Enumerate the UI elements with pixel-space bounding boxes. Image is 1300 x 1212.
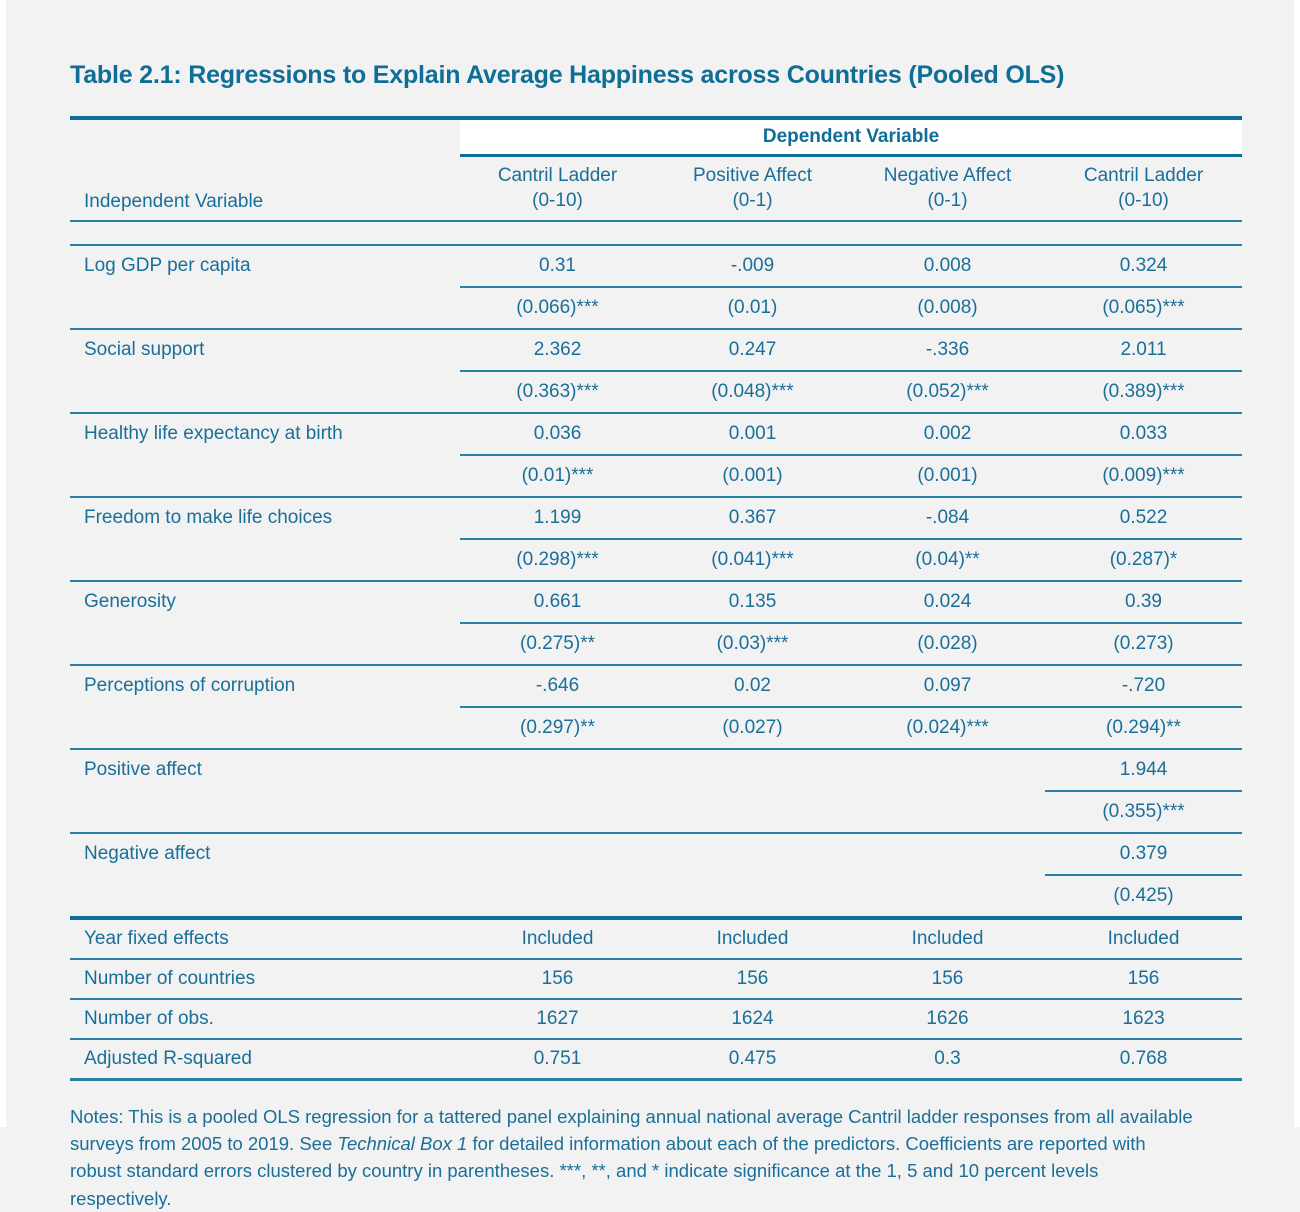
stderr-cell: (0.028) xyxy=(850,623,1045,665)
coefficient-rows-section xyxy=(70,245,1242,918)
summary-cell: Included xyxy=(1045,918,1242,959)
stderr-cell: (0.363)*** xyxy=(460,371,655,413)
row-blank-label xyxy=(70,623,460,665)
row-variable-label: Social support xyxy=(70,329,460,371)
summary-cell: 1627 xyxy=(460,999,655,1039)
column-header-row xyxy=(70,155,1242,221)
summary-cell: 1623 xyxy=(1045,999,1242,1039)
column-header-cantril-ladder-2 xyxy=(1045,155,1242,221)
column-header-cantril-ladder-1 xyxy=(460,155,655,221)
column-header-range: (0-1) xyxy=(732,189,773,211)
table-header-section xyxy=(70,118,1242,245)
row-blank-label xyxy=(70,287,460,329)
page-title: Table 2.1: Regressions to Explain Average Happiness across Countries (Pooled OLS) xyxy=(70,61,1065,89)
table-row-summary-number-of-countries xyxy=(70,959,1242,999)
coefficient-cell: 0.39 xyxy=(1045,581,1242,623)
stderr-cell-empty xyxy=(850,791,1045,833)
table-row-stderr xyxy=(70,791,1242,833)
summary-row-label: Number of obs. xyxy=(70,999,460,1039)
summary-row-label: Number of countries xyxy=(70,959,460,999)
table-row xyxy=(70,833,1242,875)
row-blank-label xyxy=(70,791,460,833)
stderr-cell: (0.065)*** xyxy=(1045,287,1242,329)
summary-cell: Included xyxy=(850,918,1045,959)
summary-cell: 0.751 xyxy=(460,1039,655,1080)
stderr-cell: (0.04)** xyxy=(850,539,1045,581)
column-header-name: Cantril Ladder xyxy=(1083,164,1204,186)
table-row xyxy=(70,581,1242,623)
coefficient-cell-empty xyxy=(460,749,655,791)
coefficient-cell: 1.199 xyxy=(460,497,655,539)
table-row xyxy=(70,665,1242,707)
stderr-cell: (0.001) xyxy=(850,455,1045,497)
summary-cell: 0.3 xyxy=(850,1039,1045,1080)
table-row xyxy=(70,413,1242,455)
coefficient-cell: 0.661 xyxy=(460,581,655,623)
stderr-cell-empty xyxy=(460,791,655,833)
coefficient-cell: 1.944 xyxy=(1045,749,1242,791)
table-row-stderr xyxy=(70,707,1242,749)
summary-cell: 156 xyxy=(655,959,850,999)
stderr-cell: (0.01)*** xyxy=(460,455,655,497)
dependent-variable-header-row xyxy=(70,118,1242,156)
coefficient-cell: -.009 xyxy=(655,245,850,287)
coefficient-cell-empty xyxy=(655,749,850,791)
row-blank-label xyxy=(70,455,460,497)
table-row-stderr xyxy=(70,875,1242,918)
table-row xyxy=(70,497,1242,539)
coefficient-cell: 0.02 xyxy=(655,665,850,707)
row-blank-label xyxy=(70,371,460,413)
coefficient-cell: 0.008 xyxy=(850,245,1045,287)
row-blank-label xyxy=(70,875,460,918)
table-row-summary-year-fixed-effects xyxy=(70,918,1242,959)
stderr-cell: (0.389)*** xyxy=(1045,371,1242,413)
coefficient-cell: 0.097 xyxy=(850,665,1045,707)
coefficient-cell: 0.379 xyxy=(1045,833,1242,875)
column-header-name: Positive Affect xyxy=(693,164,812,186)
coefficient-cell: 2.011 xyxy=(1045,329,1242,371)
coefficient-cell: 0.036 xyxy=(460,413,655,455)
coefficient-cell: 0.247 xyxy=(655,329,850,371)
coefficient-cell-empty xyxy=(850,833,1045,875)
summary-cell: 156 xyxy=(850,959,1045,999)
coefficient-cell: -.336 xyxy=(850,329,1045,371)
independent-variable-header: Independent Variable xyxy=(70,155,460,221)
stderr-cell: (0.275)** xyxy=(460,623,655,665)
row-blank-label xyxy=(70,707,460,749)
coefficient-cell-empty xyxy=(850,749,1045,791)
summary-cell: 0.475 xyxy=(655,1039,850,1080)
stderr-cell: (0.01) xyxy=(655,287,850,329)
gap-cell xyxy=(460,221,655,245)
notes-part1: Notes: This is a pooled OLS regression for a tattered panel explaining annual national average Cantril ladder responses from all available surveys from 2005 to 2019. See xyxy=(70,1105,1193,1155)
stderr-cell: (0.066)*** xyxy=(460,287,655,329)
column-header-range: (0-10) xyxy=(532,189,583,211)
stderr-cell: (0.298)*** xyxy=(460,539,655,581)
table-row xyxy=(70,329,1242,371)
summary-cell: 156 xyxy=(1045,959,1242,999)
header-empty-cell xyxy=(70,118,460,156)
table-row-summary-adjusted-r-squared xyxy=(70,1039,1242,1080)
column-header-name: Negative Affect xyxy=(883,164,1012,186)
column-header-positive-affect xyxy=(655,155,850,221)
table-row-stderr xyxy=(70,371,1242,413)
column-header-negative-affect xyxy=(850,155,1045,221)
summary-cell: 156 xyxy=(460,959,655,999)
row-variable-label: Freedom to make life choices xyxy=(70,497,460,539)
coefficient-cell: 0.024 xyxy=(850,581,1045,623)
stderr-cell: (0.273) xyxy=(1045,623,1242,665)
column-header-range: (0-10) xyxy=(1118,189,1169,211)
row-variable-label: Log GDP per capita xyxy=(70,245,460,287)
table-container xyxy=(70,0,1242,1212)
regression-table xyxy=(70,116,1242,1081)
table-row xyxy=(70,749,1242,791)
table-row-stderr xyxy=(70,287,1242,329)
gap-cell xyxy=(850,221,1045,245)
summary-cell: 1624 xyxy=(655,999,850,1039)
coefficient-cell: 0.033 xyxy=(1045,413,1242,455)
stderr-cell: (0.03)*** xyxy=(655,623,850,665)
gap-cell xyxy=(1045,221,1242,245)
row-variable-label: Perceptions of corruption xyxy=(70,665,460,707)
row-variable-label: Positive affect xyxy=(70,749,460,791)
row-blank-label xyxy=(70,539,460,581)
gap-cell xyxy=(70,221,460,245)
stderr-cell: (0.009)*** xyxy=(1045,455,1242,497)
stderr-cell: (0.052)*** xyxy=(850,371,1045,413)
table-row xyxy=(70,245,1242,287)
stderr-cell: (0.287)* xyxy=(1045,539,1242,581)
stderr-cell: (0.425) xyxy=(1045,875,1242,918)
stderr-cell: (0.297)** xyxy=(460,707,655,749)
stderr-cell-empty xyxy=(460,875,655,918)
table-row-stderr xyxy=(70,539,1242,581)
stderr-cell: (0.048)*** xyxy=(655,371,850,413)
summary-row-label: Adjusted R-squared xyxy=(70,1039,460,1080)
row-variable-label: Healthy life expectancy at birth xyxy=(70,413,460,455)
stderr-cell: (0.355)*** xyxy=(1045,791,1242,833)
coefficient-cell: 0.002 xyxy=(850,413,1045,455)
coefficient-cell: 0.31 xyxy=(460,245,655,287)
notes-part2: for detailed information about each of the predictors. Coefficients are reported with robust standard errors clustered by country in parentheses. ***, **, and * indicate significance at the 1, 5 and 10 percent levels respectively. xyxy=(70,1133,1146,1209)
notes-italic-reference: Technical Box 1 xyxy=(337,1133,468,1155)
stderr-cell: (0.001) xyxy=(655,455,850,497)
coefficient-cell: -.720 xyxy=(1045,665,1242,707)
coefficient-cell: -.084 xyxy=(850,497,1045,539)
header-gap-row xyxy=(70,221,1242,245)
summary-row-label: Year fixed effects xyxy=(70,918,460,959)
table-row-summary-number-of-obs xyxy=(70,999,1242,1039)
stderr-cell: (0.041)*** xyxy=(655,539,850,581)
table-notes xyxy=(70,1103,1200,1212)
table-row-stderr xyxy=(70,623,1242,665)
row-variable-label: Negative affect xyxy=(70,833,460,875)
coefficient-cell: 2.362 xyxy=(460,329,655,371)
stderr-cell: (0.024)*** xyxy=(850,707,1045,749)
stderr-cell-empty xyxy=(850,875,1045,918)
coefficient-cell: 0.522 xyxy=(1045,497,1242,539)
coefficient-cell: 0.324 xyxy=(1045,245,1242,287)
coefficient-cell-empty xyxy=(655,833,850,875)
stderr-cell-empty xyxy=(655,791,850,833)
summary-cell: Included xyxy=(655,918,850,959)
column-header-range: (0-1) xyxy=(927,189,968,211)
coefficient-cell: 0.367 xyxy=(655,497,850,539)
stderr-cell-empty xyxy=(655,875,850,918)
coefficient-cell: 0.135 xyxy=(655,581,850,623)
gap-cell xyxy=(655,221,850,245)
coefficient-cell: 0.001 xyxy=(655,413,850,455)
summary-cell: 0.768 xyxy=(1045,1039,1242,1080)
coefficient-cell: -.646 xyxy=(460,665,655,707)
table-row-stderr xyxy=(70,455,1242,497)
summary-rows-section xyxy=(70,918,1242,1080)
stderr-cell: (0.008) xyxy=(850,287,1045,329)
summary-cell: 1626 xyxy=(850,999,1045,1039)
row-variable-label: Generosity xyxy=(70,581,460,623)
summary-cell: Included xyxy=(460,918,655,959)
coefficient-cell-empty xyxy=(460,833,655,875)
stderr-cell: (0.294)** xyxy=(1045,707,1242,749)
stderr-cell: (0.027) xyxy=(655,707,850,749)
column-header-name: Cantril Ladder xyxy=(497,164,618,186)
dependent-variable-header: Dependent Variable xyxy=(460,118,1242,156)
